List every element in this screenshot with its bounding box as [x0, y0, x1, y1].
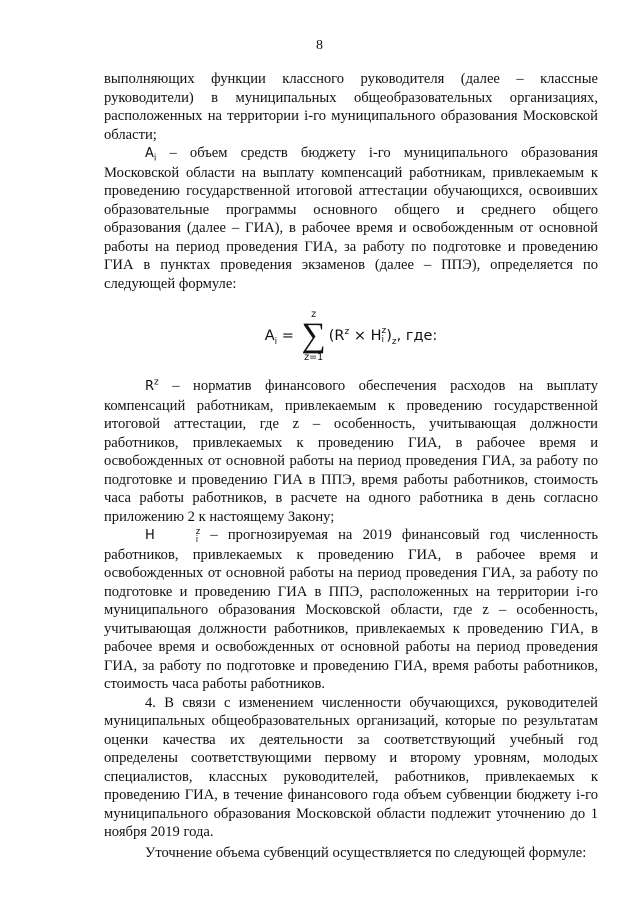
formula-lhs: $A_i$ = — [264, 327, 299, 347]
symbol-h: H z i — [145, 526, 201, 545]
symbol-r: $R^z$ — [145, 377, 159, 394]
sum-upper-limit: z — [311, 308, 317, 320]
symbol-a: $A_i$ — [145, 146, 157, 164]
paragraph-ai-definition: $A_i$ – объем средств бюджету i-го муниципального образования Московской области на выплату компенсаций работникам, привлекаемым к проведению государственной итоговой аттестации обучающихся, освоивших образовательные программы основного общего и среднего общего образования (далее – ГИА), в рабочее время и освобожденным от основной работы на период проведения ГИА, за работу по подготовке и проведению ГИА в пунктах проведения экзаменов (далее – ППЭ), определяется по следующей формуле: — [104, 145, 598, 292]
paragraph-refinement: Уточнение объема субвенций осуществляется по следующей формуле: — [145, 844, 587, 861]
document-body — [104, 70, 598, 862]
paragraph-rz-definition: $R^z$ – норматив финансового обеспечения расходов на выплату компенсаций работникам, привлекаемым к проведению государственной итоговой аттестации, где z – особенность, учитывающая должности работников, привлекаемых к проведению ГИА, в рабочее время и освобожденных от основной работы на период проведения ГИА, за работу по подготовке и проведению ГИА в ППЭ, время работы работников, стоимость часа работы работников, в расчете на одного работника в день согласно приложению 2 к настоящему Закону; — [104, 377, 598, 525]
formula-ai — [104, 305, 598, 367]
page-number: 8 — [316, 38, 323, 53]
formula-rhs: ($R^z \times H$ z i )$_z$, где: — [328, 325, 438, 347]
sum-operator: ∑ — [301, 317, 326, 354]
paragraph-4: 4. В связи с изменением численности обучающихся, руководителей муниципальных общеобразовательных организаций, которые по результатам оценки качества их деятельности за соответствующий учебный год определены соответствующими первому и второму уровням, молодых специалистов, классных руководителей, работников, привлекаемых к проведению ГИА, в течение финансового года объем субвенции бюджету i-го муниципального образования Московской области подлежит уточнению до 1 ноября 2019 года. — [104, 694, 598, 840]
paragraph-continuation: выполняющих функции классного руководителя (далее – классные руководители) в муниципальных общеобразовательных организациях, расположенных на территории i-го муниципального образования Московской области; — [104, 71, 598, 143]
sum-lower-limit: z=1 — [304, 352, 324, 363]
summation-sign — [302, 310, 326, 363]
paragraph-hz-definition: H z i – прогнозируемая на 2019 финансовый год численность работников, привлекаемых к проведению ГИА, в рабочее время и освобожденных от основной работы на период проведения ГИА, за работу по подготовке и проведению ГИА в ППЭ, расположенных на территории i-го муниципального образования Московской области, где z – особенность, учитывающая должности работников, привлекаемых к проведению ГИА, в рабочее время и освобожденных от основной работы на период проведения ГИА, за работу по подготовке и проведению ГИА, время работы работников, стоимость часа работы работников. — [104, 526, 598, 692]
